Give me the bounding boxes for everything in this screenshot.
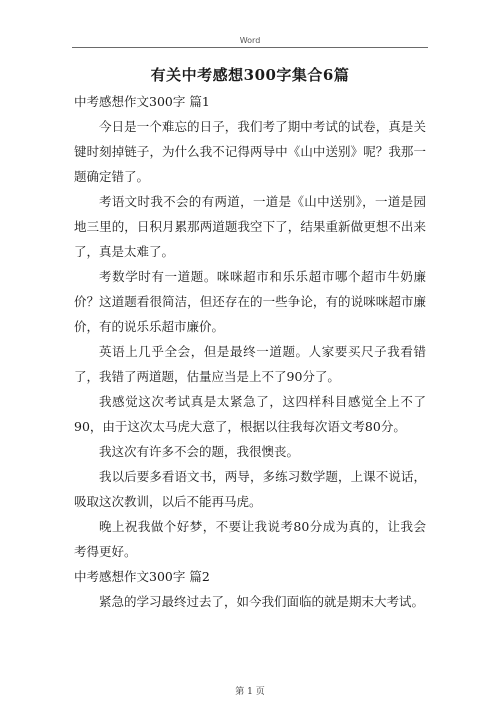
paragraph: 紧急的学习最终过去了，如今我们面临的就是期末大考试。 bbox=[99, 594, 425, 609]
paragraph: 我以后要多看语文书，两导，多练习数学题，上课不说话，吸取这次教训，以后不能再马虎。 bbox=[74, 469, 426, 509]
paragraph: 我这次有许多不会的题，我很懊丧。 bbox=[99, 444, 300, 459]
page-number: 第 1 页 bbox=[235, 687, 265, 697]
paragraph: 晚上祝我做个好梦，不要让我说考80分成为真的，让我会考得更好。 bbox=[74, 519, 426, 559]
header-divider bbox=[72, 47, 428, 48]
paragraph: 英语上几乎全会，但是最终一道题。人家要买尺子我看错了，我错了两道题，估量应当是上不了90分了。 bbox=[74, 344, 426, 384]
paragraph: 考语文时我不会的有两道，一道是《山中送别》，一道是园地三里的，日积月累那两道题我空下了，结果重新做更想不出来了，真是太难了。 bbox=[74, 194, 426, 259]
header-app-label: Word bbox=[239, 36, 261, 45]
paragraph: 我感觉这次考试真是太紧急了，这四样科目感觉全上不了90，由于这次太马虎大意了，根据以往我每次语文考80分。 bbox=[74, 394, 426, 434]
paragraph: 今日是一个难忘的日子，我们考了期中考试的试卷，真是关键时刻掉链子，为什么我不记得两导中《山中送别》呢？我那一题确定错了。 bbox=[74, 119, 426, 184]
section-heading: 中考感想作文300字 篇2 bbox=[74, 569, 210, 584]
section-heading: 中考感想作文300字 篇1 bbox=[74, 94, 210, 109]
paragraph: 考数学时有一道题。咪咪超市和乐乐超市哪个超市牛奶廉价？这道题看很简洁，但还存在的一些争论，有的说咪咪超市廉价，有的说乐乐超市廉价。 bbox=[74, 269, 426, 334]
document-body bbox=[74, 89, 426, 614]
document-title: 有关中考感想300字集合6篇 bbox=[150, 66, 350, 84]
